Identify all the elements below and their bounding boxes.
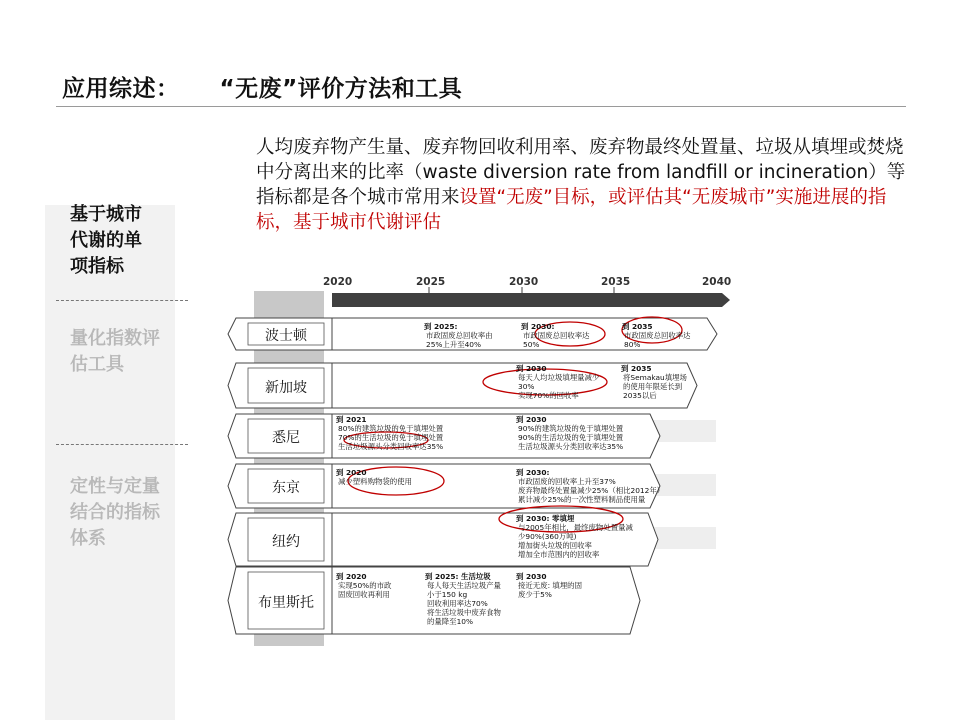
target-item: 25%上升至40% xyxy=(426,340,482,349)
year-label: 2020 xyxy=(323,276,353,288)
city-name: 纽约 xyxy=(272,533,300,550)
target-item: 50% xyxy=(523,340,540,349)
target-item: 市政固废总回收率由 xyxy=(426,331,493,340)
year-label: 2030 xyxy=(509,276,539,288)
target-heading: 到 2035 xyxy=(622,322,653,331)
target-box xyxy=(516,364,599,400)
target-box xyxy=(336,468,412,486)
intro-text: 人均废弃物产生量、废弃物回收利用率、废弃物最终处置量、垃圾从填埋或焚烧中分离出来的比率（waste diversion rate from landfill or incineration）等指标都是各个城市常用来 xyxy=(256,137,906,208)
intro-highlight: 设置“无废”目标，或评估其“无废城市”实施进展的指标，基于城市代谢评估 xyxy=(256,187,887,233)
target-box xyxy=(622,322,691,349)
target-item: 实现70%的回收率 xyxy=(518,391,579,400)
target-box xyxy=(521,322,590,349)
target-heading: 到 2030 xyxy=(516,364,547,373)
target-box xyxy=(424,322,493,349)
target-item: 接近无废: 填埋的固 xyxy=(518,581,582,590)
target-heading: 到 2021 xyxy=(336,415,367,424)
target-box xyxy=(425,572,501,626)
target-heading: 到 2025: xyxy=(424,322,458,331)
target-box xyxy=(621,364,687,400)
sidebar-item-index-tools[interactable]: 量化指数评 估工具 xyxy=(70,328,160,375)
target-item: 少90%(360万吨) xyxy=(518,532,577,541)
target-item: 废少于5% xyxy=(518,590,552,599)
target-item: 90%的生活垃圾的免于填埋处置 xyxy=(518,433,624,442)
target-item: 80% xyxy=(624,340,641,349)
target-item: 市政固废总回收率达 xyxy=(523,331,590,340)
target-box xyxy=(516,514,633,559)
city-name: 东京 xyxy=(272,480,300,496)
target-item: 废弃物最终处置量减少25%（相比2012年） xyxy=(518,486,665,495)
target-item: 增加街头垃圾的回收率 xyxy=(518,541,592,550)
target-item: 30% xyxy=(518,382,535,391)
title-main: “无废”评价方法和工具 xyxy=(219,76,463,102)
city-name: 悉尼 xyxy=(272,430,300,446)
target-heading: 到 2030: xyxy=(516,468,550,477)
target-item: 2035以后 xyxy=(623,391,657,400)
year-label: 2040 xyxy=(702,276,732,288)
target-item: 累计减少25%的一次性塑料制品使用量 xyxy=(518,495,646,504)
target-item: 市政固废的回收率上升至37% xyxy=(518,477,616,486)
target-item: 每人每天生活垃圾产量 xyxy=(427,581,501,590)
target-item: 减少塑料购物袋的使用 xyxy=(338,477,412,486)
target-item: 小于150 kg xyxy=(427,590,468,599)
target-heading: 到 2020 xyxy=(336,572,367,581)
target-item: 的使用年限延长到 xyxy=(623,382,683,391)
target-item: 将生活垃圾中废弃食物 xyxy=(427,608,501,617)
target-item: 90%的建筑垃圾的免于填埋处置 xyxy=(518,424,624,433)
target-heading: 到 2025: 生活垃圾 xyxy=(425,572,491,581)
target-heading: 到 2030 xyxy=(516,415,547,424)
target-item: 固废回收再利用 xyxy=(338,590,390,599)
sidebar-item-single-indicators[interactable]: 基于城市 代谢的单 项指标 xyxy=(70,204,142,277)
target-box xyxy=(336,415,443,451)
target-box xyxy=(516,415,623,451)
target-item: 的量降至10% xyxy=(427,617,473,626)
target-item: 将Semakau填埋场 xyxy=(623,373,687,382)
target-item: 70%的生活垃圾的免于填埋处置 xyxy=(338,433,444,442)
target-item: 80%的建筑垃圾的免于填埋处置 xyxy=(338,424,444,433)
target-heading: 到 2030 xyxy=(516,572,547,581)
target-item: 市政固废总回收率达 xyxy=(624,331,691,340)
target-box xyxy=(516,468,664,504)
target-item: 每天人均垃圾填埋量减少 xyxy=(518,373,600,382)
target-heading: 到 2020 xyxy=(336,468,367,477)
target-item: 生活垃圾源头分类回收率达35% xyxy=(338,442,444,451)
target-item: 生活垃圾源头分类回收率达35% xyxy=(518,442,624,451)
sidebar-item-indicator-system[interactable]: 定性与定量 结合的指标 体系 xyxy=(70,476,160,549)
target-item: 增加全市范围内的回收率 xyxy=(518,550,600,559)
target-item: 实现50%的市政 xyxy=(338,581,392,590)
year-label: 2035 xyxy=(601,276,631,288)
city-name: 布里斯托 xyxy=(258,594,314,611)
title-prefix: 应用综述： xyxy=(62,76,180,102)
city-name: 新加坡 xyxy=(265,379,307,396)
target-item: 回收利用率达70% xyxy=(427,599,488,608)
target-heading: 到 2030: xyxy=(521,322,555,331)
target-heading: 到 2030: 零填埋 xyxy=(516,514,575,523)
target-box xyxy=(336,572,391,599)
target-box xyxy=(516,572,582,599)
target-heading: 到 2035 xyxy=(621,364,652,373)
year-label: 2025 xyxy=(416,276,446,288)
city-name: 波士顿 xyxy=(265,328,307,344)
year-arrow xyxy=(332,293,730,307)
target-item: 与2005年相比，最终废物处置量减 xyxy=(518,523,633,532)
